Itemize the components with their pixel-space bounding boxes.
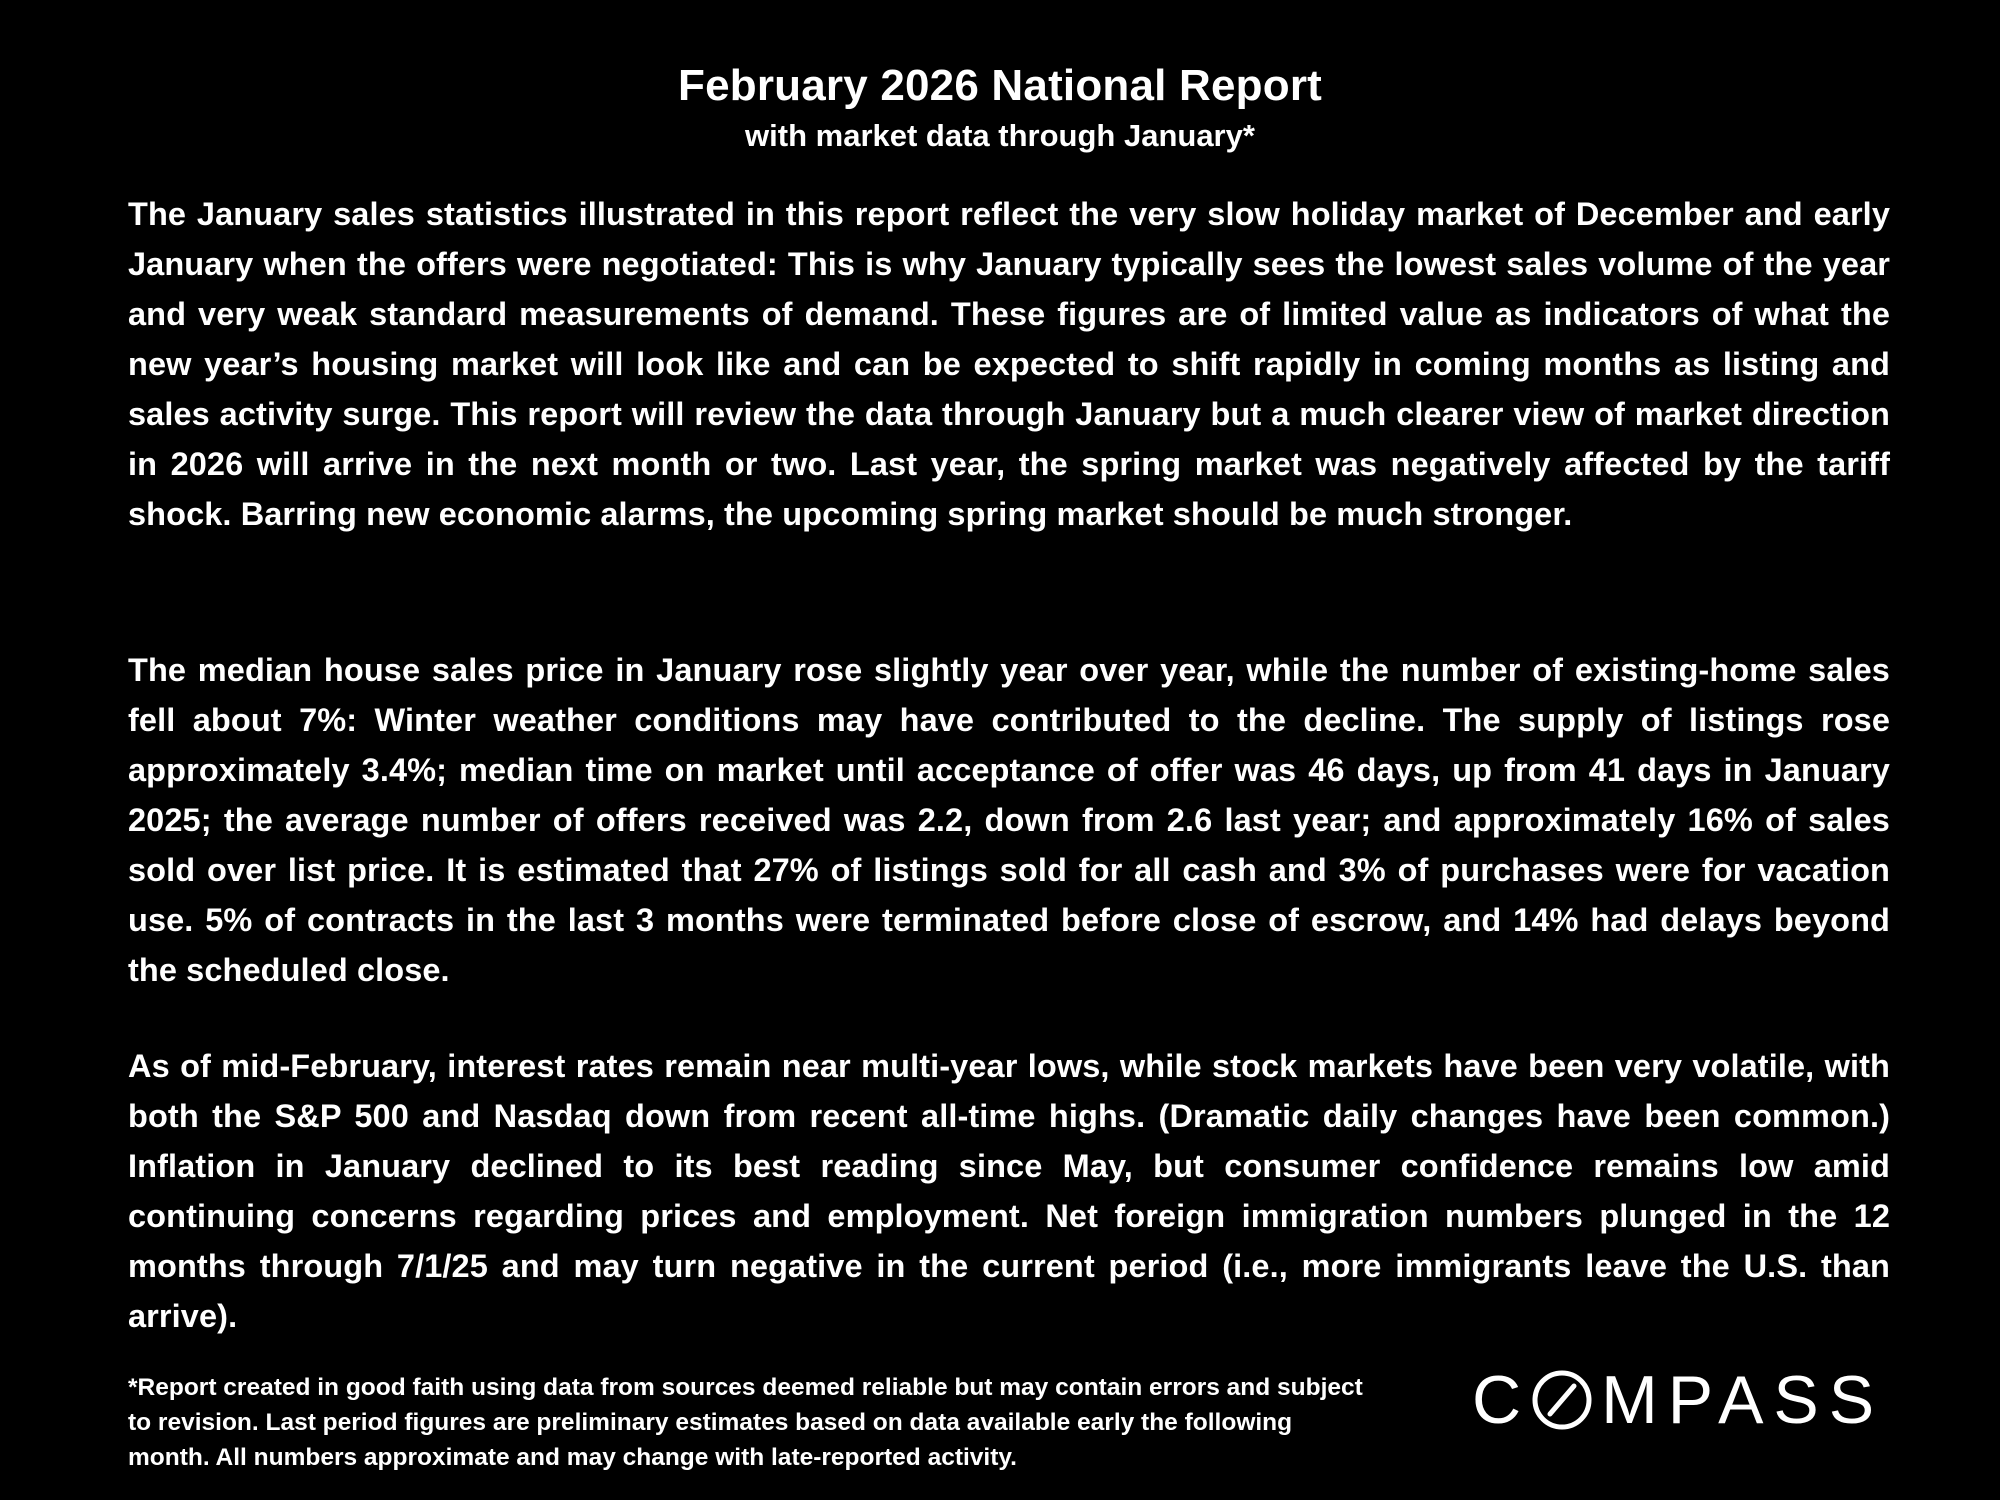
paragraph-market-statistics: The median house sales price in January rose slightly year over year, while the number of existing-home sales fell about 7%: Winter weather conditions may have contributed to the decline. The supply of listings rose approximately 3.4%; median time on market until acceptance of offer was 46 days, up from 41 days in January 2025; the average number of offers received was 2.2, down from 2.6 last year; and approximately 16% of sales sold over list price. It is estimated that 27% of listings sold for all cash and 3% of purchases were for vacation use. 5% of contracts in the last 3 months were terminated before close of escrow, and 14% had delays beyond the scheduled close. — [128, 652, 1890, 988]
compass-o-icon — [1531, 1369, 1593, 1431]
paragraph-market-intro: The January sales statistics illustrated in this report reflect the very slow holiday market of December and early January when the offers were negotiated: This is why January typically sees the lowest sales volume of the year and very weak standard measurements of demand. These figures are of limited value as indicators of what the new year’s housing market will look like and can be expected to shift rapidly in coming months as listing and sales activity surge. This report will review the data through January but a much clearer view of market direction in 2026 will arrive in the next month or two. Last year, the spring market was negatively affected by the tariff shock. Barring new economic alarms, the upcoming spring market should be much stronger. — [128, 196, 1890, 532]
paragraph-economic-context: As of mid-February, interest rates remain near multi-year lows, while stock markets have been very volatile, with both the S&P 500 and Nasdaq down from recent all-time highs. (Dramatic daily changes have been common.) Inflation in January declined to its best reading since May, but consumer confidence remains low amid continuing concerns regarding prices and employment. Net foreign immigration numbers plunged in the 12 months through 7/1/25 and may turn negative in the current period (i.e., more immigrants leave the U.S. than arrive). — [128, 1048, 1890, 1334]
compass-logo — [1472, 1362, 1897, 1438]
page-title: February 2026 National Report — [678, 61, 1322, 110]
disclaimer-footnote: *Report created in good faith using data from sources deemed reliable but may contain errors and subject to revision. Last period figures are preliminary estimates based on data available early the following month. All numbers approximate and may change with late-reported activity. — [128, 1374, 1363, 1471]
logo-letter-c: C — [1472, 1362, 1532, 1438]
logo-letters-mpass: MPASS — [1601, 1362, 1885, 1438]
page-subtitle: with market data through January* — [745, 118, 1255, 153]
